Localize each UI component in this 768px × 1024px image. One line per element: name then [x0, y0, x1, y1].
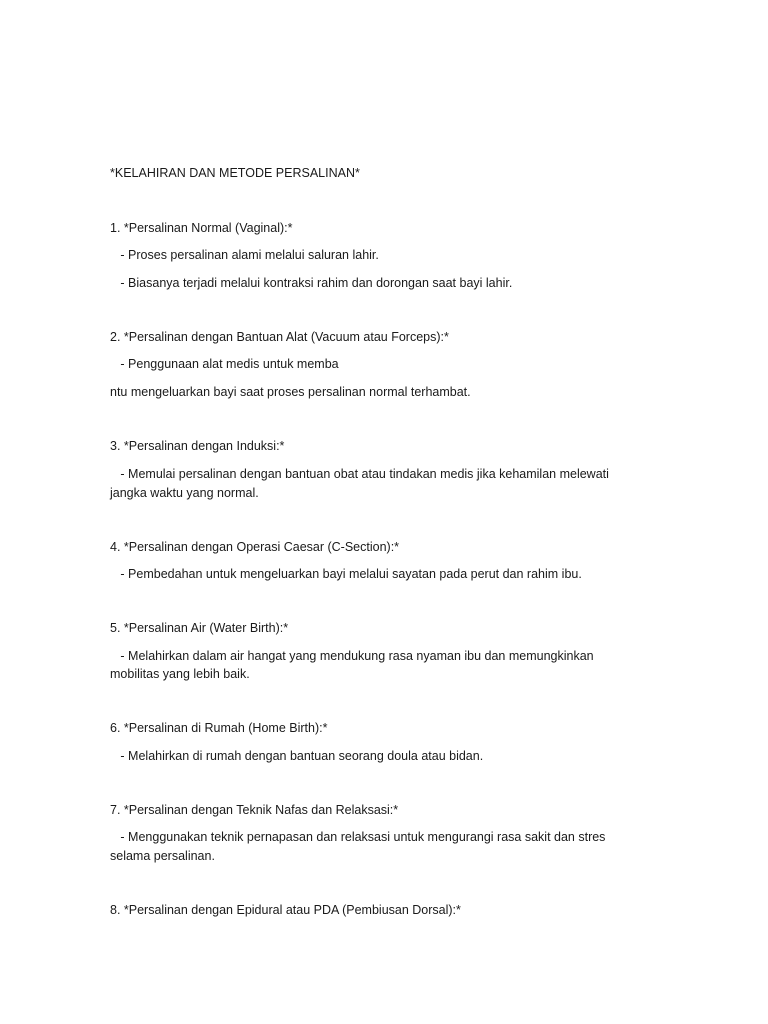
section-heading-7: 7. *Persalinan dengan Teknik Nafas dan Relaksasi:* [110, 803, 399, 817]
paragraph-text: ntu mengeluarkan bayi saat proses persalinan normal terhambat. [110, 385, 471, 399]
bullet-text: - Memulai persalinan dengan bantuan obat atau tindakan medis jika kehamilan melewati [110, 467, 609, 481]
section-heading-5: 5. *Persalinan Air (Water Birth):* [110, 621, 289, 635]
bullet-text: - Melahirkan di rumah dengan bantuan seorang doula atau bidan. [110, 749, 484, 763]
bullet-text: - Melahirkan dalam air hangat yang mendukung rasa nyaman ibu dan memungkinkan [110, 649, 594, 663]
section-heading-1: 1. *Persalinan Normal (Vaginal):* [110, 221, 293, 235]
bullet-continuation: jangka waktu yang normal. [110, 486, 259, 500]
bullet-text: - Menggunakan teknik pernapasan dan relaksasi untuk mengurangi rasa sakit dan stres [110, 830, 606, 844]
bullet-text: - Penggunaan alat medis untuk memba [110, 357, 339, 371]
section-heading-6: 6. *Persalinan di Rumah (Home Birth):* [110, 721, 328, 735]
document-title: *KELAHIRAN DAN METODE PERSALINAN* [110, 166, 360, 180]
bullet-text: - Pembedahan untuk mengeluarkan bayi melalui sayatan pada perut dan rahim ibu. [110, 567, 582, 581]
section-heading-3: 3. *Persalinan dengan Induksi:* [110, 439, 285, 453]
bullet-continuation: mobilitas yang lebih baik. [110, 667, 250, 681]
bullet-text: - Proses persalinan alami melalui saluran lahir. [110, 248, 379, 262]
section-heading-4: 4. *Persalinan dengan Operasi Caesar (C-Section):* [110, 540, 400, 554]
section-heading-2: 2. *Persalinan dengan Bantuan Alat (Vacuum atau Forceps):* [110, 330, 449, 344]
section-heading-8: 8. *Persalinan dengan Epidural atau PDA (Pembiusan Dorsal):* [110, 903, 461, 917]
bullet-text: - Biasanya terjadi melalui kontraksi rahim dan dorongan saat bayi lahir. [110, 276, 513, 290]
bullet-continuation: selama persalinan. [110, 849, 215, 863]
